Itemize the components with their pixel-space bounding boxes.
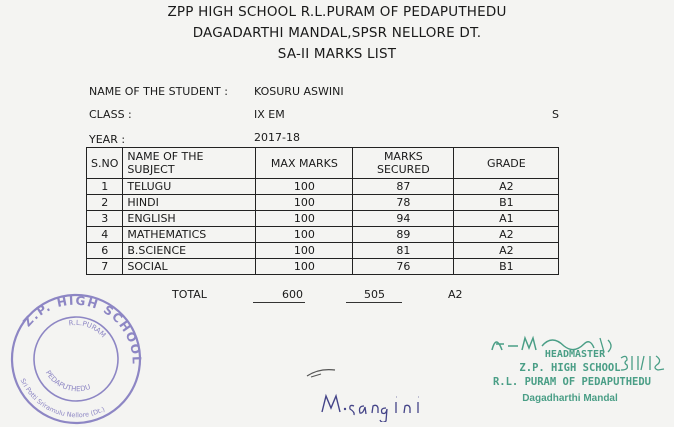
header-marks-secured: MARKS SECURED [353,148,454,179]
max-marks-cell: 100 [256,259,353,275]
subject-cell: B.SCIENCE [123,243,256,259]
marks-secured-cell: 89 [353,227,454,243]
marks-secured-cell: 87 [353,179,454,195]
class-label: CLASS : [89,108,132,121]
subject-cell: TELUGU [123,179,256,195]
headmaster-title: HEADMASTER [544,349,606,360]
header-grade: GRADE [454,148,559,179]
school-stamp [0,285,150,425]
total-marks-secured: 505 [364,288,385,301]
grade-cell: A2 [454,243,559,259]
table-header-row [87,148,559,179]
grade-cell: A1 [454,211,559,227]
document-title: SA-II MARKS LIST [277,46,397,62]
headmaster-school: Z.P. HIGH SCHOOL [519,362,621,374]
marks-secured-cell: 76 [353,259,454,275]
total-max-marks: 600 [282,288,303,301]
year-value: 2017-18 [254,131,300,144]
sno-cell: 6 [87,243,123,259]
teacher-signature [318,388,468,422]
max-marks-cell: 100 [256,179,353,195]
sno-cell: 2 [87,195,123,211]
student-name-label: NAME OF THE STUDENT : [89,85,228,98]
table-row [87,243,559,259]
max-marks-cell: 100 [256,211,353,227]
class-extra-mark: S [552,108,559,121]
marks-secured-cell: 94 [353,211,454,227]
sno-cell: 7 [87,259,123,275]
header-sno: S.NO [87,148,123,179]
marks-secured-cell: 78 [353,195,454,211]
stamp-outer-bottom-text: Sri Potti Sriramulu Nellore (Dt.) [18,377,107,420]
table-row [87,211,559,227]
grade-cell: B1 [454,259,559,275]
table-row [87,227,559,243]
headmaster-place: R.L. PURAM OF PEDAPUTHEDU [492,376,652,388]
table-row [87,259,559,275]
sno-cell: 4 [87,227,123,243]
grade-cell: A2 [454,179,559,195]
grade-cell: B1 [454,195,559,211]
total-max-underline [253,302,305,303]
subject-cell: ENGLISH [123,211,256,227]
sno-cell: 3 [87,211,123,227]
year-label: YEAR : [89,133,126,146]
marks-table [86,147,559,275]
student-name-value: KOSURU ASWINI [254,85,344,98]
max-marks-cell: 100 [256,227,353,243]
table-row [87,195,559,211]
table-row [87,179,559,195]
pen-mark [305,364,341,380]
class-value: IX EM [254,108,285,121]
headmaster-mandal: Dagadharthi Mandal [522,393,618,404]
max-marks-cell: 100 [256,195,353,211]
subject-cell: MATHEMATICS [123,227,256,243]
stamp-inner-bottom-text: PEDAPUTHEDU [43,369,92,394]
subject-cell: HINDI [123,195,256,211]
stamp-outer-text: Z.P. HIGH SCHOOL [20,293,144,366]
marks-secured-cell: 81 [353,243,454,259]
sno-cell: 1 [87,179,123,195]
header-subject: NAME OF THE SUBJECT [123,148,256,179]
total-label: TOTAL [172,288,207,301]
header-max-marks: MAX MARKS [256,148,353,179]
mandal-district: DAGADARTHI MANDAL,SPSR NELLORE DT. [192,25,482,41]
stamp-inner-top-text: R.L.PURAM [68,318,108,340]
subject-cell: SOCIAL [123,259,256,275]
max-marks-cell: 100 [256,243,353,259]
total-secured-underline [346,302,402,303]
grade-cell: A2 [454,227,559,243]
school-name: ZPP HIGH SCHOOL R.L.PURAM OF PEDAPUTHEDU [167,4,507,20]
total-grade: A2 [448,288,463,301]
